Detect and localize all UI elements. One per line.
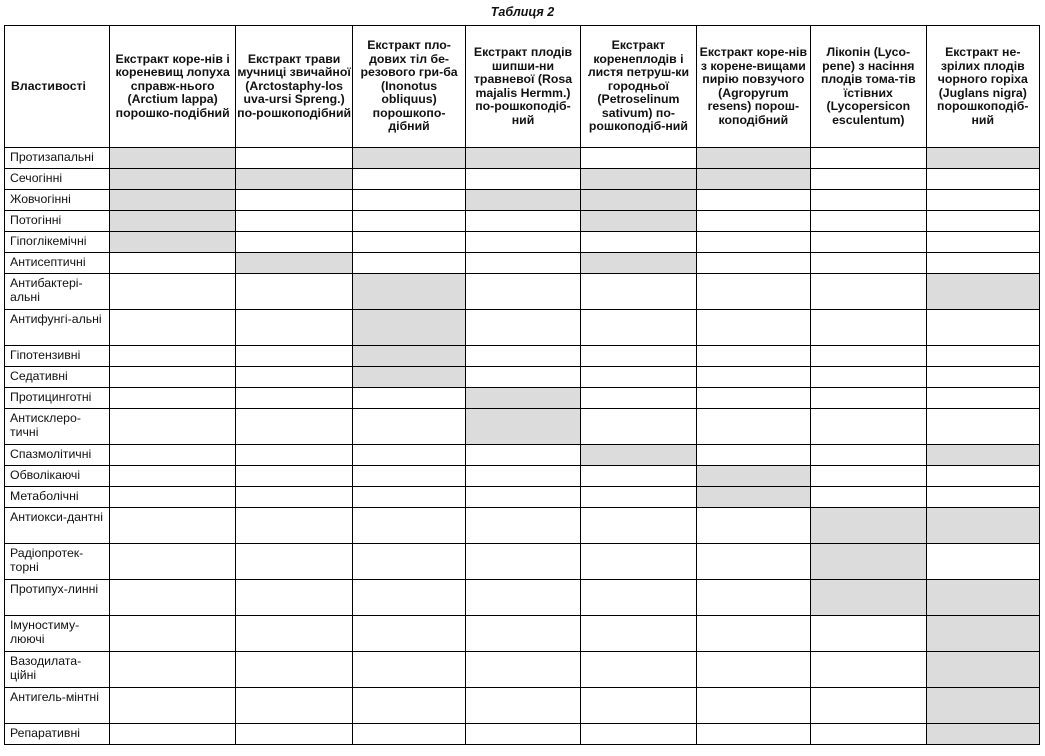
property-label: Протицинготні xyxy=(5,388,110,409)
empty-cell xyxy=(353,232,465,253)
empty-cell xyxy=(926,253,1039,274)
table-row xyxy=(5,487,1040,508)
table-caption: Таблиця 2 xyxy=(490,5,555,19)
empty-cell xyxy=(811,346,926,367)
table-body xyxy=(5,148,1040,745)
empty-cell xyxy=(235,445,352,466)
empty-cell xyxy=(235,211,352,232)
table-row xyxy=(5,211,1040,232)
marked-cell xyxy=(926,274,1039,310)
empty-cell xyxy=(696,724,810,745)
marked-cell xyxy=(110,190,235,211)
empty-cell xyxy=(696,367,810,388)
empty-cell xyxy=(235,466,352,487)
marked-cell xyxy=(110,211,235,232)
empty-cell xyxy=(465,616,580,652)
empty-cell xyxy=(465,232,580,253)
table-row xyxy=(5,544,1040,580)
empty-cell xyxy=(811,409,926,445)
empty-cell xyxy=(110,409,235,445)
empty-cell xyxy=(465,445,580,466)
property-label: Метаболічні xyxy=(5,487,110,508)
empty-cell xyxy=(465,274,580,310)
empty-cell xyxy=(696,508,810,544)
property-label: Репаративні xyxy=(5,724,110,745)
empty-cell xyxy=(465,310,580,346)
properties-table xyxy=(4,25,1040,745)
table-row xyxy=(5,346,1040,367)
empty-cell xyxy=(110,616,235,652)
empty-cell xyxy=(926,190,1039,211)
empty-cell xyxy=(465,652,580,688)
empty-cell xyxy=(926,487,1039,508)
marked-cell xyxy=(353,148,465,169)
empty-cell xyxy=(696,445,810,466)
empty-cell xyxy=(811,652,926,688)
empty-cell xyxy=(811,487,926,508)
empty-cell xyxy=(465,211,580,232)
property-label: Протипух-линні xyxy=(5,580,110,616)
empty-cell xyxy=(581,724,696,745)
marked-cell xyxy=(926,445,1039,466)
marked-cell xyxy=(811,580,926,616)
empty-cell xyxy=(110,310,235,346)
empty-cell xyxy=(926,544,1039,580)
table-row xyxy=(5,253,1040,274)
empty-cell xyxy=(696,544,810,580)
empty-cell xyxy=(465,487,580,508)
empty-cell xyxy=(110,652,235,688)
empty-cell xyxy=(235,148,352,169)
empty-cell xyxy=(696,652,810,688)
empty-cell xyxy=(926,232,1039,253)
column-header: Екстракт коре-нів з корене-вищами пирію повзучого (Agropyrum resens) порош-коподібний xyxy=(696,26,810,148)
marked-cell xyxy=(110,232,235,253)
empty-cell xyxy=(581,388,696,409)
empty-cell xyxy=(353,466,465,487)
table-row xyxy=(5,580,1040,616)
empty-cell xyxy=(926,388,1039,409)
empty-cell xyxy=(696,388,810,409)
empty-cell xyxy=(353,616,465,652)
empty-cell xyxy=(353,169,465,190)
column-header: Лікопін (Lyco-pene) з насіння плодів тома-тів їстівних (Lycopersicon esculentum) xyxy=(811,26,926,148)
empty-cell xyxy=(926,346,1039,367)
marked-cell xyxy=(811,544,926,580)
empty-cell xyxy=(353,652,465,688)
empty-cell xyxy=(110,487,235,508)
column-header: Екстракт не-зрілих плодів чорного горіха (Juglans nigra) порошкоподіб-ний xyxy=(926,26,1039,148)
marked-cell xyxy=(235,253,352,274)
table-row xyxy=(5,652,1040,688)
empty-cell xyxy=(353,445,465,466)
empty-cell xyxy=(235,190,352,211)
empty-cell xyxy=(353,580,465,616)
property-label: Вазодилата-ційні xyxy=(5,652,110,688)
empty-cell xyxy=(465,544,580,580)
marked-cell xyxy=(696,148,810,169)
empty-cell xyxy=(581,310,696,346)
marked-cell xyxy=(465,148,580,169)
empty-cell xyxy=(811,169,926,190)
empty-cell xyxy=(926,367,1039,388)
empty-cell xyxy=(235,580,352,616)
marked-cell xyxy=(696,169,810,190)
marked-cell xyxy=(926,724,1039,745)
empty-cell xyxy=(353,388,465,409)
empty-cell xyxy=(581,652,696,688)
empty-cell xyxy=(235,652,352,688)
marked-cell xyxy=(581,253,696,274)
empty-cell xyxy=(110,388,235,409)
empty-cell xyxy=(696,232,810,253)
column-header: Екстракт трави мучниці звичайної (Arctostaphy-los uva-ursi Spreng.) по-рошкоподібний xyxy=(235,26,352,148)
empty-cell xyxy=(811,688,926,724)
marked-cell xyxy=(696,487,810,508)
empty-cell xyxy=(926,310,1039,346)
empty-cell xyxy=(696,190,810,211)
property-label: Антифунгі-альні xyxy=(5,310,110,346)
empty-cell xyxy=(581,409,696,445)
empty-cell xyxy=(696,688,810,724)
empty-cell xyxy=(353,190,465,211)
empty-cell xyxy=(235,508,352,544)
empty-cell xyxy=(926,169,1039,190)
empty-cell xyxy=(581,544,696,580)
empty-cell xyxy=(465,688,580,724)
property-label: Протизапальні xyxy=(5,148,110,169)
empty-cell xyxy=(581,508,696,544)
property-label: Антисептичні xyxy=(5,253,110,274)
property-label: Антиокси-дантні xyxy=(5,508,110,544)
empty-cell xyxy=(581,487,696,508)
marked-cell xyxy=(581,190,696,211)
empty-cell xyxy=(811,445,926,466)
empty-cell xyxy=(811,616,926,652)
column-header: Екстракт плодів шипши-ни травневої (Rosa majalis Hermm.) по-рошкоподіб-ний xyxy=(465,26,580,148)
marked-cell xyxy=(353,310,465,346)
property-label: Седативні xyxy=(5,367,110,388)
empty-cell xyxy=(581,274,696,310)
empty-cell xyxy=(353,487,465,508)
empty-cell xyxy=(696,253,810,274)
marked-cell xyxy=(926,616,1039,652)
marked-cell xyxy=(581,211,696,232)
table-row xyxy=(5,388,1040,409)
marked-cell xyxy=(581,445,696,466)
empty-cell xyxy=(465,724,580,745)
column-header: Екстракт коре-нів і кореневищ лопуха справж-нього (Arctium lappa) порошко-подібний xyxy=(110,26,235,148)
empty-cell xyxy=(581,148,696,169)
marked-cell xyxy=(235,169,352,190)
table-row xyxy=(5,190,1040,211)
property-label: Сечогінні xyxy=(5,169,110,190)
empty-cell xyxy=(811,232,926,253)
marked-cell xyxy=(110,148,235,169)
empty-cell xyxy=(110,253,235,274)
empty-cell xyxy=(110,508,235,544)
marked-cell xyxy=(465,190,580,211)
property-label: Гіпотензивні xyxy=(5,346,110,367)
empty-cell xyxy=(353,409,465,445)
property-label: Жовчогінні xyxy=(5,190,110,211)
property-label: Антисклеро-тичні xyxy=(5,409,110,445)
table-row xyxy=(5,466,1040,487)
empty-cell xyxy=(110,580,235,616)
empty-cell xyxy=(811,310,926,346)
empty-cell xyxy=(235,616,352,652)
empty-cell xyxy=(465,508,580,544)
table-row xyxy=(5,169,1040,190)
property-label: Радіопротек-торні xyxy=(5,544,110,580)
empty-cell xyxy=(235,724,352,745)
empty-cell xyxy=(811,148,926,169)
empty-cell xyxy=(811,190,926,211)
empty-cell xyxy=(235,487,352,508)
empty-cell xyxy=(811,211,926,232)
empty-cell xyxy=(235,346,352,367)
empty-cell xyxy=(110,274,235,310)
table-row xyxy=(5,724,1040,745)
empty-cell xyxy=(811,466,926,487)
empty-cell xyxy=(353,544,465,580)
empty-cell xyxy=(465,346,580,367)
marked-cell xyxy=(926,148,1039,169)
empty-cell xyxy=(926,466,1039,487)
column-header: Екстракт пло-дових тіл бе-резового гри-ба (Inonotus obliquus) порошкопо-дібний xyxy=(353,26,465,148)
empty-cell xyxy=(110,466,235,487)
empty-cell xyxy=(235,544,352,580)
marked-cell xyxy=(353,274,465,310)
empty-cell xyxy=(110,367,235,388)
empty-cell xyxy=(581,688,696,724)
empty-cell xyxy=(581,346,696,367)
table-row xyxy=(5,508,1040,544)
empty-cell xyxy=(581,466,696,487)
table-row xyxy=(5,445,1040,466)
empty-cell xyxy=(235,388,352,409)
empty-cell xyxy=(581,616,696,652)
table-row xyxy=(5,616,1040,652)
marked-cell xyxy=(110,169,235,190)
empty-cell xyxy=(465,169,580,190)
marked-cell xyxy=(926,652,1039,688)
empty-cell xyxy=(235,310,352,346)
empty-cell xyxy=(696,616,810,652)
empty-cell xyxy=(465,253,580,274)
empty-cell xyxy=(696,274,810,310)
property-label: Потогінні xyxy=(5,211,110,232)
empty-cell xyxy=(235,274,352,310)
property-label: Антигель-мінтні xyxy=(5,688,110,724)
marked-cell xyxy=(465,409,580,445)
empty-cell xyxy=(110,346,235,367)
table-row xyxy=(5,310,1040,346)
empty-cell xyxy=(811,253,926,274)
property-label: Антибактері-альні xyxy=(5,274,110,310)
marked-cell xyxy=(696,466,810,487)
empty-cell xyxy=(353,253,465,274)
marked-cell xyxy=(465,388,580,409)
marked-cell xyxy=(926,508,1039,544)
empty-cell xyxy=(696,580,810,616)
marked-cell xyxy=(926,580,1039,616)
table-row xyxy=(5,367,1040,388)
empty-cell xyxy=(811,724,926,745)
empty-cell xyxy=(110,544,235,580)
marked-cell xyxy=(811,508,926,544)
empty-cell xyxy=(235,367,352,388)
property-label: Гіпоглікемічні xyxy=(5,232,110,253)
table-row xyxy=(5,688,1040,724)
empty-cell xyxy=(110,445,235,466)
property-label: Імуностиму-люючі xyxy=(5,616,110,652)
empty-cell xyxy=(353,508,465,544)
empty-cell xyxy=(110,724,235,745)
empty-cell xyxy=(696,346,810,367)
header-row xyxy=(5,26,1040,148)
empty-cell xyxy=(235,688,352,724)
properties-header: Властивості xyxy=(5,26,110,148)
empty-cell xyxy=(696,409,810,445)
empty-cell xyxy=(926,211,1039,232)
empty-cell xyxy=(465,580,580,616)
table-row xyxy=(5,148,1040,169)
empty-cell xyxy=(235,232,352,253)
marked-cell xyxy=(353,346,465,367)
empty-cell xyxy=(235,409,352,445)
marked-cell xyxy=(926,688,1039,724)
marked-cell xyxy=(353,367,465,388)
empty-cell xyxy=(353,211,465,232)
property-label: Обволікаючі xyxy=(5,466,110,487)
empty-cell xyxy=(581,367,696,388)
empty-cell xyxy=(353,724,465,745)
column-header: Екстракт коренеплодів і листя петруш-ки городньої (Petroselinum sativum) по-рошкоподіб-ний xyxy=(581,26,696,148)
empty-cell xyxy=(581,580,696,616)
table-row xyxy=(5,274,1040,310)
empty-cell xyxy=(811,388,926,409)
empty-cell xyxy=(581,232,696,253)
table-row xyxy=(5,409,1040,445)
empty-cell xyxy=(696,211,810,232)
empty-cell xyxy=(811,367,926,388)
empty-cell xyxy=(811,274,926,310)
empty-cell xyxy=(926,409,1039,445)
marked-cell xyxy=(581,169,696,190)
empty-cell xyxy=(353,688,465,724)
empty-cell xyxy=(696,310,810,346)
empty-cell xyxy=(110,688,235,724)
empty-cell xyxy=(465,367,580,388)
empty-cell xyxy=(465,466,580,487)
property-label: Спазмолітичні xyxy=(5,445,110,466)
table-row xyxy=(5,232,1040,253)
